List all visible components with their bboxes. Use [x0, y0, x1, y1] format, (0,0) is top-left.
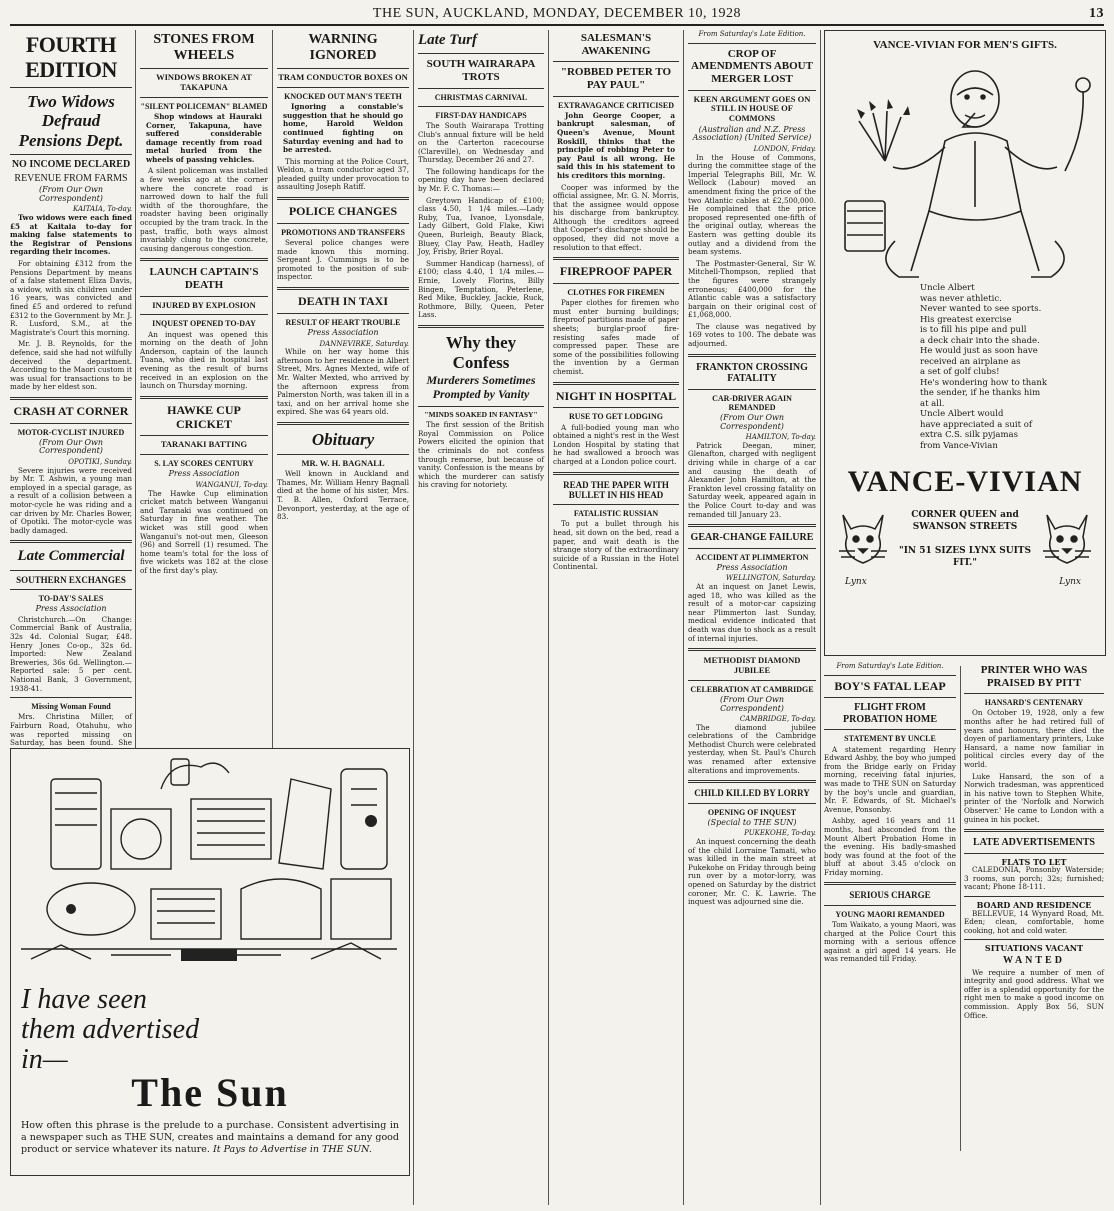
poem-line: the sender, if he thanks him — [920, 388, 1041, 398]
poem-line: was never athletic. — [920, 293, 1002, 304]
column-5 — [553, 30, 679, 1180]
subheadline: TARANAKI BATTING — [160, 439, 248, 450]
poem-line: extra C.S. silk pyjamas — [920, 430, 1018, 440]
headline: SOUTHERN EXCHANGES — [16, 574, 126, 585]
article-paragraph: Summer Handicap (harness), of £100; class 4.40, 1 1/4 miles.—Ernie, Lovely Florins, Billy Bingen, Temptation, Peterlene, Red Mike, Buckley, Jackie, Ruck, Rothmore, Billy, Queen, Peter Lass. — [418, 258, 544, 320]
article-paragraph: To put a bullet through his head, sit down on the bed, read a paper, and wait death is the strange story of the extraordinary suicide of a Russian in the Hotel Continental. — [553, 519, 679, 572]
article-lead: Ignoring a constable's suggestion that he should go home, Harold Weldon continued fighting on Saturday evening and had to be arrested. — [283, 102, 403, 155]
subheadline: CLOTHES FOR FIREMEN — [567, 288, 665, 298]
article-paragraph: Severe injuries were received by Mr. T. Ashwin, a young man employed in a special garage, as a result of a collision between a motor-cycle he was riding and a car driven by Mr. Charles Bower, of Opotiki. The motor-cycle was badly damaged. — [10, 465, 132, 535]
classified-keyword: WANTED — [1003, 955, 1065, 967]
section-heading: Late Turf — [418, 32, 478, 48]
headline: POLICE CHANGES — [288, 204, 398, 219]
dateline: KAITAIA, To-day. — [73, 205, 132, 214]
dateline: OPOTIKI, Sunday. — [68, 458, 132, 467]
poem-line: Uncle Albert would — [920, 409, 1004, 419]
dateline: DANNEVIRKE, Saturday. — [319, 339, 409, 348]
article-paragraph: In the House of Commons, during the committee stage of the Imperial Telegraphs Bill, Mr. W. Wellock (Labour) moved an amendment fixing the price of the two Atlantic cables at £2,500,000. He complained that the price proposed represented one-fifth of the original outlay, whereas the Eastern was getting double its outlay and a dividend from the beam systems. — [688, 152, 816, 257]
classified-ad: CALEDONIA, Ponsonby Waterside; 3 rooms, sun porch; 32s; furnished; vacant; Phone 18-111. — [964, 865, 1104, 892]
column-6 — [688, 30, 816, 1180]
credit-line: Press Association — [716, 562, 788, 572]
subheadline: MOTOR-CYCLIST INJURED — [17, 427, 125, 437]
classified-heading: BOARD AND RESIDENCE — [976, 900, 1092, 911]
poem-line: He would just as soon have — [920, 346, 1038, 356]
credit-line: Press Association — [168, 469, 240, 479]
subheadline: TO-DAY'S SALES — [38, 594, 104, 603]
subheadline: INJURED BY EXPLOSION — [152, 299, 256, 310]
ad-heading: VANCE-VIVIAN FOR MEN'S GIFTS. — [873, 39, 1057, 51]
subheadline: TRAM CONDUCTOR BOXES ON — [278, 72, 408, 83]
column-rule — [960, 666, 961, 1151]
article-paragraph: The first session of the British Royal Commission on Police Powers elicited the opinion that the criminals do not confess through remorse, but because of vanity. Confession is the means by which the murderer can satisfy his craving for notoriety. — [418, 420, 544, 490]
classified-heading: FLATS TO LET — [1001, 856, 1067, 867]
credit-line: (Special to THE SUN) — [707, 817, 797, 827]
headline: CHILD KILLED BY LORRY — [694, 788, 810, 799]
headline: Missing Woman Found — [31, 702, 111, 712]
shopping-goods-illustration-icon — [11, 749, 407, 981]
subheadline: EXTRAVAGANCE CRITICISED — [558, 100, 674, 110]
credit-line: (From Our Own Correspondent) — [38, 437, 104, 456]
article-paragraph: Christchurch.—On Change: Commercial Bank of Australia, 32s 4d. Colonial Sugar, £48. Henry Jones Co-op., 32s 6d. Imported: New Zealand Breweries, 36s 6d. Wellington.—Reported sale: 5 per cent. National Bank, 3 Government, 1938-41. — [10, 614, 132, 693]
column-8 — [964, 662, 1104, 1182]
column-rule — [548, 30, 549, 1205]
sun-advertisement — [10, 748, 410, 1176]
lynx-cat-right-icon — [1037, 505, 1097, 575]
column-rule — [820, 30, 821, 1205]
poem-line: a deck chair into the shade. — [920, 335, 1040, 346]
store-address: CORNER QUEEN and SWANSON STREETS — [911, 510, 1019, 532]
page-masthead — [10, 4, 1104, 26]
article-paragraph: The clause was negatived by 169 votes to 100. The debate was adjourned. — [688, 321, 816, 349]
headline: GEAR-CHANGE FAILURE — [690, 532, 814, 544]
subheadline: YOUNG MAORI REMANDED — [835, 909, 945, 919]
subheadline: REVENUE FROM FARMS — [14, 172, 128, 184]
subheadline: STATEMENT BY UNCLE — [844, 734, 936, 744]
article-paragraph: Mr. J. B. Reynolds, for the defence, said she had not wilfully deceived the department. According to the Maori custom it was usual for transactions to be made by her eldest son. — [10, 339, 132, 392]
subheadline: CHRISTMAS CARNIVAL — [434, 92, 528, 102]
headline: Two Widows Defraud Pensions Dept. — [18, 91, 124, 150]
article-paragraph: An inquest concerning the death of the child Lorraine Tamati, who was killed in the main street at Pukekohe on Friday through being run over by a motor-lorry, was opened on Saturday by the district coroner, Mr. C. K. Lawrie. The inquest was adjourned sine die. — [688, 836, 816, 907]
ad-slogan: It Pays to Advertise in THE SUN. — [212, 1144, 372, 1155]
article-paragraph: Several police changes were made known this morning. Sergeant J. Cummings is to be promoted to the position of sub-inspector. — [277, 238, 409, 282]
classified-ad: We require a number of men of integrity and good address. What we offer is a splendid opportunity for the right men to make a good income on commission. Apply Box 56, SUN Office. — [964, 967, 1104, 1020]
article-paragraph: Ashby, aged 16 years and 11 months, had absconded from the Mount Albert Probation Home in the evening. His badly-smashed body was found at the foot of the bluff at about 3.45 o'clock on Friday morning. — [824, 816, 956, 877]
poem-line: at all. — [920, 398, 945, 409]
article-paragraph: Tom Waikato, a young Maori, was charged at the Police Court this morning with a serious offence against a girl aged 14 years. He was remanded till Friday. — [824, 920, 956, 964]
lynx-label: Lynx — [1059, 577, 1081, 587]
article-paragraph: Well known in Auckland and Thames, Mr. William Henry Bagnall died at the home of his sister, Mrs. T. B. Allen, Oxford Terrace, Devonport, yesterday, at the age of 83. — [277, 469, 409, 522]
subheadline: FIRST-DAY HANDICAPS — [435, 110, 527, 120]
headline: WARNING IGNORED — [308, 32, 378, 64]
subheadline: INQUEST OPENED TO-DAY — [152, 319, 256, 329]
vance-vivian-advertisement — [824, 30, 1106, 656]
section-heading: Late Commercial — [17, 548, 125, 565]
column-rule — [413, 30, 414, 1205]
poem-line: His greatest exercise — [920, 314, 1012, 325]
dateline: WELLINGTON, Saturday. — [725, 574, 816, 583]
headline: METHODIST DIAMOND JUBILEE — [703, 655, 801, 675]
credit-line: (From Our Own Correspondent) — [38, 185, 104, 203]
column-rule — [683, 30, 684, 1205]
dateline: WANGANUI, To-day. — [195, 480, 268, 489]
dateline: HAMILTON, To-day. — [745, 433, 816, 442]
article-paragraph: While on her way home this afternoon to her residence in Albert Street, Mrs. Agnes Mexted, wife of Mr. Walter Mexted, who arrived by the afternoon express from Palmerston North, was taken ill in a taxi, and on her arrival home she expired. She was 64 years old. — [277, 347, 409, 417]
poem-line: received an airplane as — [920, 356, 1021, 367]
subheadline: NO INCOME DECLARED — [11, 159, 131, 171]
ad-offer: "IN 51 SIZES LYNX SUITS FIT." — [899, 546, 1031, 568]
headline: Why they Confess — [445, 332, 517, 372]
masthead-title: THE SUN, AUCKLAND, MONDAY, DECEMBER 10, 1928 — [372, 6, 742, 21]
subheadline: S. LAY SCORES CENTURY — [154, 459, 254, 469]
headline: NIGHT IN HOSPITAL — [555, 388, 677, 403]
headline: SERIOUS CHARGE — [849, 890, 931, 901]
article-lead: Two widows were each fined £5 at Kaitaia to-day for making false statements to the Registrar of Pensions regarding their incomes. — [10, 213, 132, 257]
subheadline: "ROBBED PETER TO PAY PAUL" — [560, 66, 672, 91]
column-rule — [135, 30, 136, 770]
edition-tag: From Saturday's Late Edition. — [698, 30, 806, 38]
page-number: 13 — [1089, 6, 1104, 21]
sun-masthead-logo: The Sun — [131, 1070, 289, 1115]
article-paragraph: An inquest was opened this morning on the death of John Anderson, captain of the launch Tuana, who died in hospital last evening as the result of burns received in an explosion on the launch on Thursday morning. — [140, 329, 268, 391]
article-paragraph: Greytown Handicap of £100; class 4.50, 1 1/4 miles.—Lady Ruby, Tua, Ivanoe, Lyonsdale, Lady Gilbert, Gold Flake, Kiwi Queen, Burleigh, Beauty Black, Bluey, Clay Paw, Heath, Hadley Joy, Frisby, Brier Royal. — [418, 195, 544, 257]
article-paragraph: The following handicaps for the opening day have been declared by Mr. F. C. Thomas:— — [418, 166, 544, 194]
credit-line: (From Our Own Correspondent) — [719, 694, 785, 713]
article-paragraph: Patrick Deegan, miner, Glenafton, charged with negligent driving while in charge of a car and causing the death of Alexander John Hamilton, at the Frankton level crossing fatality on Saturday week, appeared again in the Police Court to-day and was remanded till January 23. — [688, 440, 816, 519]
ad-tagline-line: I have seen — [21, 984, 147, 1015]
poem-line: have appreciated a suit of — [920, 419, 1032, 430]
headline: SOUTH WAIRARAPA TROTS — [426, 58, 536, 83]
column-7 — [824, 662, 956, 1182]
subheadline: "MINDS SOAKED IN FANTASY" — [424, 409, 538, 419]
headline: FRANKTON CROSSING FATALITY — [696, 361, 808, 385]
dateline: PUKEKOHE, To-day. — [744, 829, 816, 838]
headline: SALESMAN'S AWAKENING — [580, 32, 652, 57]
credit-line: Press Association — [35, 604, 107, 614]
subheadline: Murderers Sometimes Prompted by Vanity — [426, 373, 536, 401]
ad-body: How often this phrase is the prelude to a purchase. Consistent advertising in a newspaper such as THE SUN, creates and maintains a demand for any good product or service whatever its nature. — [21, 1120, 399, 1155]
article-lead: John George Cooper, a bankrupt salesman, of Queen's Avenue, Mount Roskill, thinks that the principle of robbing Peter to pay Paul is all wrong. He said this in his statement to his creditors this morning. — [557, 110, 675, 180]
column-1 — [10, 30, 132, 770]
credit-line: (From Our Own Correspondent) — [719, 413, 785, 431]
subheadline: FLIGHT FROM PROBATION HOME — [843, 702, 937, 725]
subheadline: MR. W. H. BAGNALL — [301, 457, 385, 468]
subheadline: WINDOWS BROKEN AT TAKAPUNA — [156, 72, 252, 92]
article-paragraph: The South Wairarapa Trotting Club's annual fixture will be held on the Carterton racecourse (Clareville), on Wednesday and Thursday, December 26 and 27. — [418, 120, 544, 165]
subheadline: KEEN ARGUMENT GOES ON STILL IN HOUSE OF COMMONS — [693, 93, 811, 124]
poem-line: a set of golf clubs! — [920, 367, 1000, 377]
poem-line: is to fill his pipe and pull — [920, 325, 1027, 335]
subheadline: KNOCKED OUT MAN'S TEETH — [284, 91, 402, 101]
poem-line: Uncle Albert — [920, 283, 975, 293]
brand-name: VANCE-VIVIAN — [847, 465, 1083, 498]
subheadline: RESULT OF HEART TROUBLE — [285, 317, 401, 327]
article-paragraph: This morning at the Police Court, Weldon, a tram conductor aged 37, pleaded guilty under provocation to assaulting Joseph Ratiff. — [277, 156, 409, 192]
credit-line: Press Association — [307, 328, 379, 338]
dateline: CAMBRIDGE, To-day. — [739, 715, 816, 724]
article-paragraph: At an inquest on Janet Lewis, aged 18, who was killed as the result of a motor-car capsizing near Plimmerton last Sunday, medical evidence indicated that death was due to shock as a result of internal injuries. — [688, 582, 816, 643]
section-heading: Obituary — [311, 429, 375, 449]
subheadline: PROMOTIONS AND TRANSFERS — [281, 227, 405, 237]
poem-line: He's wondering how to thank — [920, 377, 1047, 388]
classified-ad: BELLEVUE, 14 Wynyard Road, Mt. Eden; clean, comfortable, home cooking, hot and cold water. — [964, 908, 1104, 935]
credit-line: (Australian and N.Z. Press Association) (United Service) — [692, 124, 812, 143]
subheadline: RUSE TO GET LODGING — [568, 412, 664, 422]
article-paragraph: Luke Hansard, the son of a Norwich tradesman, was apprenticed in his native town to Stephen White, printer of the 'Norfolk and Norwich Observer.' He came to London with a guinea in his pocket. — [964, 771, 1104, 824]
column-rule — [272, 30, 273, 770]
column-4 — [418, 30, 544, 1180]
ad-tagline-line: in— — [21, 1044, 68, 1075]
article-paragraph: For obtaining £312 from the Pensions Department by means of a false statement Eliza Davis, a widow, with six children under 16 years, was convicted and fined £5 and ordered to refund £312 to the Government by Mr. J. R. Lusford, S.M., at the Magistrate's Court this morning. — [10, 258, 132, 337]
headline: CROP OF AMENDMENTS ABOUT MERGER LOST — [691, 47, 813, 85]
subheadline: FATALISTIC RUSSIAN — [573, 509, 659, 519]
headline: READ THE PAPER WITH BULLET IN HIS HEAD — [563, 479, 669, 500]
headline: CRASH AT CORNER — [13, 403, 129, 418]
subheadline: OPENING OF INQUEST — [707, 807, 797, 817]
article-paragraph: The Hawke Cup elimination cricket match between Wanganui and Taranaki was continued on Saturday in fine weather. The wicket was still good when Wanganui's not-out men, Gleeson (96) and Sorrell (1) resumed. The home team's total for the loss of five wickets was 182 at the close of the first day's play. — [140, 488, 268, 575]
lynx-label: Lynx — [845, 577, 867, 587]
headline: BOY'S FATAL LEAP — [834, 678, 946, 693]
article-lead: Shop windows at Hauraki Corner, Takapuna, have suffered considerable damage recently from road metal hurled from the wheels of passing vehicles. — [146, 111, 262, 164]
dateline: LONDON, Friday. — [753, 145, 816, 153]
poem-line: from Vance-Vivian — [920, 440, 998, 451]
article-paragraph: A full-bodied young man who obtained a night's rest in the West London Hospital by stating that he had swallowed a brooch was charged at a London police court. — [553, 422, 679, 466]
headline: LAUNCH CAPTAIN'S DEATH — [149, 266, 259, 292]
subheadline: ACCIDENT AT PLIMMERTON — [695, 552, 809, 562]
article-paragraph: The Postmaster-General, Sir W. Mitchell-Thompson, replied that the figures were strangely erroneous; £400,000 for the Atlantic cable was a satisfactory bargain on their original cost of £1,068,000. — [688, 258, 816, 320]
ad-tagline-line: them advertised — [21, 1014, 200, 1045]
subheadline: HANSARD'S CENTENARY — [984, 698, 1084, 708]
subheadline: CELEBRATION AT CAMBRIDGE — [690, 684, 814, 694]
classified-heading: SITUATIONS VACANT — [984, 943, 1084, 954]
subheadline: CAR-DRIVER AGAIN REMANDED — [712, 393, 792, 412]
headline: STONES FROM WHEELS — [153, 32, 255, 64]
column-3 — [277, 30, 409, 770]
edition-banner: FOURTH EDITION — [25, 32, 117, 83]
headline: DEATH IN TAXI — [297, 294, 389, 309]
article-paragraph: Mrs. Christina Miller, of Fairburn Road, Otahuhu, who was reported missing on Saturday, has been found. She — [10, 712, 132, 748]
article-paragraph: Cooper was informed by the official assignee, Mr. G. N. Morris, that the assignee would oppose his discharge from bankruptcy. Although the creditors agreed that Cooper's discharge should be opposed, they did not move a resolution to that effect. — [553, 182, 679, 252]
lynx-cat-left-icon — [833, 505, 893, 575]
headline: FIREPROOF PAPER — [559, 264, 673, 279]
subheadline: "SILENT POLICEMAN" BLAMED — [140, 101, 268, 111]
article-paragraph: A statement regarding Henry Edward Ashby, the boy who jumped from the Bridge early on Friday morning, receiving fatal injuries, was made to THE SUN on Saturday by the boy's uncle and guardian, Mr. F. Edwards, of St. Michael's Avenue, Ponsonby. — [824, 744, 956, 814]
article-paragraph: Paper clothes for firemen who must enter burning buildings; fireproof partitions made of paper sheets; burglar-proof fire-resisting safes made of compressed paper. These are some of the possibilities following the invention by a German chemist. — [553, 298, 679, 376]
edition-tag: From Saturday's Late Edition. — [836, 662, 944, 670]
uncle-albert-illustration-icon — [825, 51, 1103, 281]
headline: HAWKE CUP CRICKET — [167, 402, 241, 431]
section-heading: LATE ADVERTISEMENTS — [973, 837, 1095, 849]
article-paragraph: On October 19, 1928, only a few months after he had retired full of years and honours, there died the doyen of parliamentary printers, Luke Hansard, a name now familiar in political circles every day of the world. — [964, 708, 1104, 770]
column-2 — [140, 30, 268, 770]
poem-line: Never wanted to see sports. — [920, 304, 1042, 314]
article-paragraph: A silent policeman was installed a few weeks ago at the corner where the concrete road is narrowed down to half the full width of the thoroughfare, the roadster having been originally occupied by the tram track. In the past, traffic, both ways almost invariably clung to the concrete, causing dangerous congestion. — [140, 166, 268, 253]
headline: PRINTER WHO WAS PRAISED BY PITT — [980, 664, 1088, 689]
article-paragraph: The diamond jubilee celebrations of the Cambridge Methodist Church were celebrated yesterday, when St. Paul's Church was renamed after extensive alterations and improvements. — [688, 722, 816, 775]
